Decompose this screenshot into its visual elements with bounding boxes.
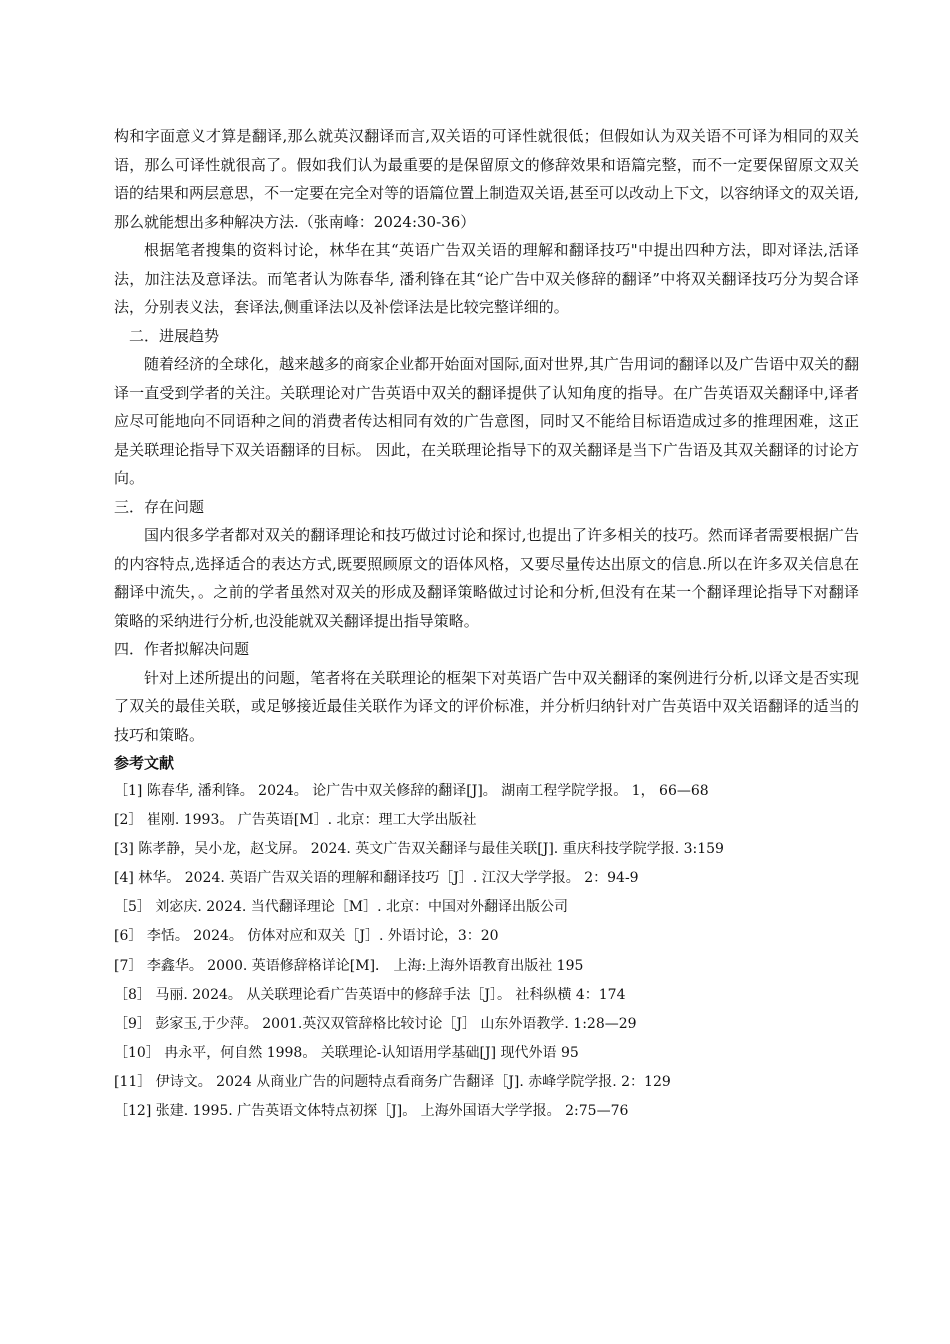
reference-item: [2］ 崔刚. 1993。 广告英语[M］. 北京：理工大学出版社 bbox=[114, 812, 477, 829]
paragraph-problems: 国内很多学者都对双关的翻译理论和技巧做过讨论和探讨,也提出了许多相关的技巧。然而译者需要根据广告的内容特点,选择适合的表达方式,既要照顾原文的语体风格，又要尽量传达出原文的信息.所以在许多双关信息在翻译中流失，。之前的学者虽然对双关的形成及翻译策略做过讨论和分析,但没有在某一个翻译理论指导下对翻译策略的采纳进行分析,也没能就双关翻译提出指导策略。 bbox=[114, 526, 859, 630]
paragraph-trends: 随着经济的全球化，越来越多的商家企业都开始面对国际,面对世界,其广告用词的翻译以及广告语中双关的翻译一直受到学者的关注。关联理论对广告英语中双关的翻译提供了认知角度的指导。在广告英语双关翻译中,译者应尽可能地向不同语种之间的消费者传达相同有效的广告意图，同时又不能给目标语造成过多的推理困难，这正是关联理论指导下双关语翻译的目标。 因此，在关联理论指导下的双关翻译是当下广告语及其双关翻译的讨论方向。 bbox=[114, 355, 859, 487]
reference-item: ［12] 张建. 1995. 广告英语文体特点初探［J]。 上海外国语大学学报。 2:75—76 bbox=[114, 1103, 629, 1120]
reference-item: [7］ 李鑫华。 2000. 英语修辞格详论[M]． 上海:上海外语教育出版社 195 bbox=[114, 957, 584, 974]
reference-item: ［10］ 冉永平，何自然 1998。 关联理论-认知语用学基础[J] 现代外语 95 bbox=[114, 1044, 579, 1061]
reference-item: ［5］ 刘宓庆. 2024. 当代翻译理论［M］. 北京：中国对外翻译出版公司 bbox=[114, 899, 569, 916]
references-list bbox=[114, 777, 859, 1126]
reference-item: [11］ 伊诗文。 2024 从商业广告的问题特点看商务广告翻译［J]. 赤峰学院学报. 2：129 bbox=[114, 1073, 671, 1090]
paragraph-translatability: 构和字面意义才算是翻译,那么就英汉翻译而言,双关语的可译性就很低；但假如认为双关语不可译为相同的双关语，那么可译性就很高了。假如我们认为最重要的是保留原文的修辞效果和语篇完整，而不一定要保留原文双关语的结果和两层意思，不一定要在完全对等的语篇位置上制造双关语,甚至可以改动上下文，以容纳译文的双关语,那么就能想出多种解决方法.（张南峰：2024:30-36） bbox=[114, 127, 859, 231]
paragraph-methods-review: 根据笔者搜集的资料讨论，林华在其“英语广告双关语的理解和翻译技巧"中提出四种方法，即对译法,活译法，加注法及意译法。而笔者认为陈春华, 潘利锋在其“论广告中双关修辞的翻译”中将双关翻译技巧分为契合译法，分别表义法，套译法,侧重译法以及补偿译法是比较完整详细的。 bbox=[114, 241, 859, 316]
document-page bbox=[114, 122, 859, 1126]
section-heading-problems: 三．存在问题 bbox=[114, 497, 205, 516]
reference-item: [3] 陈孝静，吴小龙，赵戈屏。 2024. 英文广告双关翻译与最佳关联[J]. 重庆科技学院学报. 3:159 bbox=[114, 841, 724, 858]
reference-item: ［9］ 彭家玉,于少萍。 2001.英汉双管辞格比较讨论［J］ 山东外语教学. 1:28—29 bbox=[114, 1015, 637, 1032]
section-heading-solution: 四．作者拟解决问题 bbox=[114, 640, 250, 658]
reference-item: [6］ 李恬。 2024。 仿体对应和双关［J］. 外语讨论，3：20 bbox=[114, 928, 499, 945]
references-title: 参考文献 bbox=[114, 754, 175, 772]
reference-item: ［8］ 马丽. 2024。 从关联理论看广告英语中的修辞手法［J］。 社科纵横 4：174 bbox=[114, 986, 626, 1003]
reference-item: ［1] 陈春华, 潘利锋。 2024。 论广告中双关修辞的翻译[J]。 湖南工程学院学报。 1， 66—68 bbox=[114, 783, 709, 799]
reference-item: [4] 林华。 2024. 英语广告双关语的理解和翻译技巧［J］. 江汉大学学报。 2：94-9 bbox=[114, 870, 639, 887]
section-heading-trends: 二．进展趋势 bbox=[129, 326, 220, 345]
paragraph-solution: 针对上述所提出的问题，笔者将在关联理论的框架下对英语广告中双关翻译的案例进行分析,以译文是否实现了双关的最佳关联，或足够接近最佳关联作为译文的评价标准，并分析归纳针对广告英语中双关语翻译的适当的技巧和策略。 bbox=[114, 668, 859, 744]
